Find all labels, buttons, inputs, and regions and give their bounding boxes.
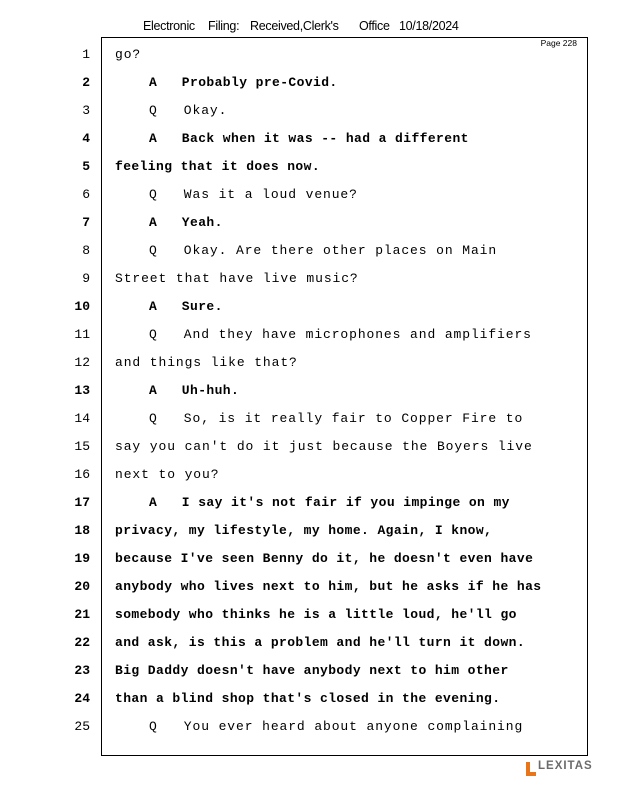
transcript-line: A Uh-huh.	[149, 383, 240, 398]
transcript-line: Q Okay.	[149, 103, 228, 118]
line-number: 12	[74, 355, 90, 370]
transcript-line: Q Was it a loud venue?	[149, 187, 358, 202]
line-number: 19	[74, 551, 90, 566]
line-number: 9	[82, 271, 90, 286]
line-number: 14	[74, 411, 90, 426]
filing-header	[0, 19, 618, 37]
transcript-line: Street that have live music?	[115, 271, 359, 286]
header-office: Office	[359, 19, 390, 33]
lexitas-logo-text: LEXITAS	[538, 760, 593, 772]
transcript-line: Q So, is it really fair to Copper Fire to	[149, 411, 524, 426]
line-number: 11	[74, 327, 90, 342]
transcript-line: anybody who lives next to him, but he asks if he has	[115, 579, 542, 594]
header-electronic: Electronic	[143, 19, 195, 33]
transcript-line: feeling that it does now.	[115, 159, 321, 174]
transcript-line: go?	[115, 47, 142, 62]
line-number: 4	[82, 131, 90, 146]
line-number: 25	[74, 719, 90, 734]
line-number: 17	[74, 495, 90, 510]
line-number: 3	[82, 103, 90, 118]
lexitas-logo-icon	[526, 762, 536, 776]
line-number: 24	[74, 691, 90, 706]
line-number: 23	[74, 663, 90, 678]
line-number: 2	[82, 75, 90, 90]
line-number: 16	[74, 467, 90, 482]
line-number: 21	[74, 607, 90, 622]
transcript-line: A Yeah.	[149, 215, 223, 230]
transcript-line: and ask, is this a problem and he'll turn it down.	[115, 635, 526, 650]
transcript-line: A Probably pre-Covid.	[149, 75, 338, 90]
transcript-line: A Sure.	[149, 299, 223, 314]
transcript-line: privacy, my lifestyle, my home. Again, I know,	[115, 523, 493, 538]
line-number: 10	[74, 299, 90, 314]
line-number: 8	[82, 243, 90, 258]
header-filing: Filing:	[208, 19, 240, 33]
line-number: 20	[74, 579, 90, 594]
line-number: 5	[82, 159, 90, 174]
transcript-line: Q You ever heard about anyone complaining	[149, 719, 524, 734]
transcript-line: than a blind shop that's closed in the evening.	[115, 691, 501, 706]
transcript-line: somebody who thinks he is a little loud, he'll go	[115, 607, 517, 622]
header-received: Received,Clerk's	[250, 19, 339, 33]
transcript-line: and things like that?	[115, 355, 298, 370]
transcript-line: A I say it's not fair if you impinge on my	[149, 495, 510, 510]
transcript-line: Q And they have microphones and amplifiers	[149, 327, 532, 342]
transcript-line: Big Daddy doesn't have anybody next to him other	[115, 663, 509, 678]
header-date: 10/18/2024	[399, 19, 459, 33]
line-number: 13	[74, 383, 90, 398]
transcript-line: Q Okay. Are there other places on Main	[149, 243, 498, 258]
line-number: 7	[82, 215, 90, 230]
transcript-line: because I've seen Benny do it, he doesn't even have	[115, 551, 534, 566]
lexitas-logo	[526, 760, 596, 778]
line-number: 18	[74, 523, 90, 538]
transcript-line: say you can't do it just because the Boyers live	[115, 439, 533, 454]
line-number: 1	[82, 47, 90, 62]
line-number: 22	[74, 635, 90, 650]
transcript-line: A Back when it was -- had a different	[149, 131, 469, 146]
page-number: Page 228	[540, 38, 577, 48]
line-number: 6	[82, 187, 90, 202]
transcript-line: next to you?	[115, 467, 220, 482]
line-number: 15	[74, 439, 90, 454]
